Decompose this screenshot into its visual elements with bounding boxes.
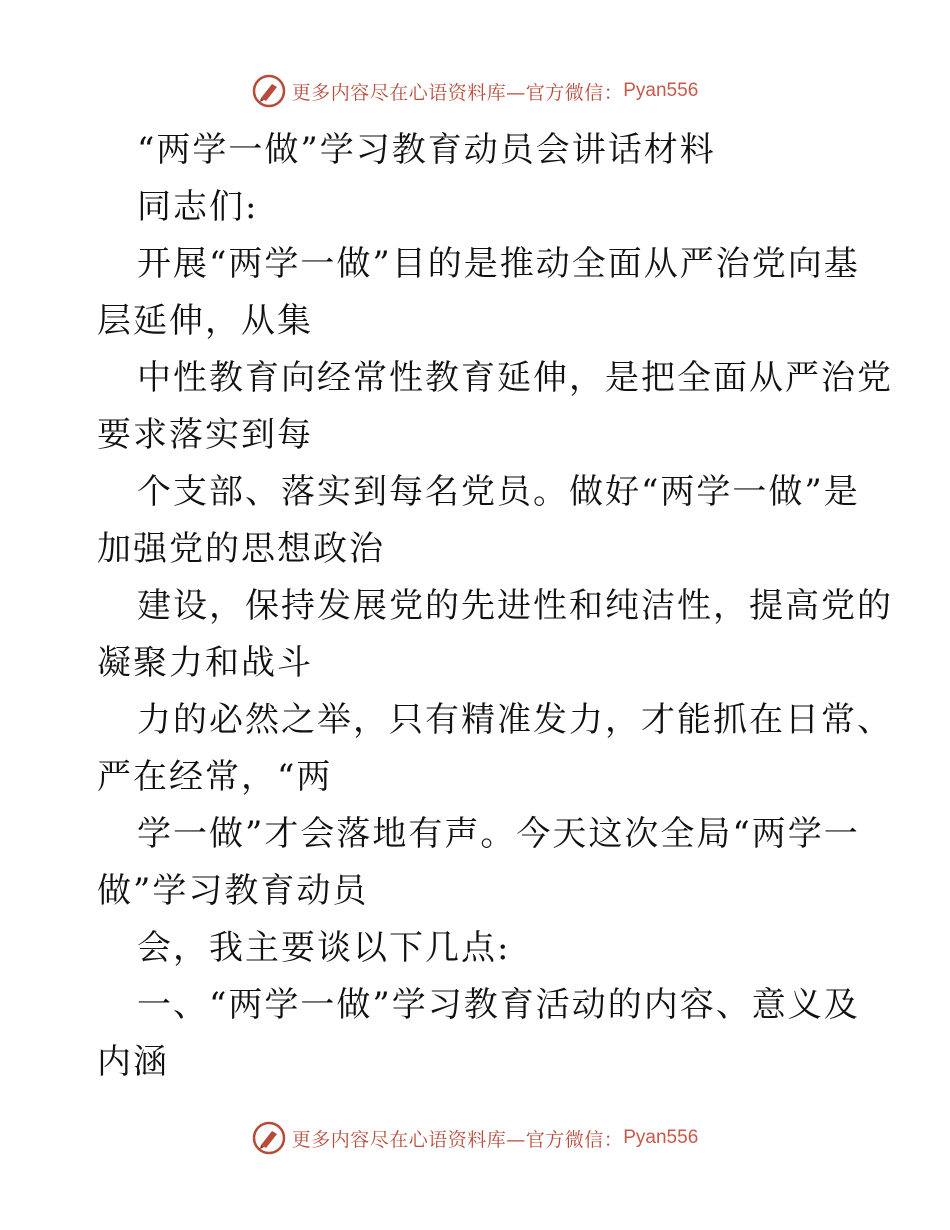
text-line: 做”学习教育动员 [97,871,369,911]
pen-logo-icon [252,1121,286,1155]
document-title: “两学一做”学习教育动员会讲话材料 [137,130,716,170]
text-line: 要求落实到每 [97,415,313,455]
document-body [97,122,893,1091]
text-line: 凝聚力和战斗 [97,643,313,683]
watermark-banner-bottom [0,1118,950,1158]
text-line: 建设，保持发展党的先进性和纯洁性，提高党的 [137,586,893,626]
text-line: 力的必然之举，只有精准发力，才能抓在日常、 [137,700,893,740]
text-line: 学一做”才会落地有声。今天这次全局“两学一 [137,814,860,854]
text-line: 内涵 [97,1042,169,1082]
text-line: 同志们: [137,187,259,227]
text-line: 层延伸，从集 [97,301,313,341]
text-line: 中性教育向经常性教育延伸，是把全面从严治党 [137,358,893,398]
text-line: 开展“两学一做”目的是推动全面从严治党向基 [137,244,860,284]
text-line: 加强党的思想政治 [97,529,385,569]
document-lines [97,179,893,1091]
text-line: 一、“两学一做”学习教育活动的内容、意义及 [137,985,860,1025]
pen-logo-icon [252,74,286,108]
text-line: 会，我主要谈以下几点: [137,928,511,968]
watermark-banner-top [0,71,950,111]
watermark-wechat-id: Pyan556 [623,1127,699,1148]
watermark-wechat-id: Pyan556 [623,80,699,101]
text-line: 严在经常，“两 [97,757,333,797]
watermark-text: 更多内容尽在心语资料库—官方微信： [291,81,624,104]
text-line: 个支部、落实到每名党员。做好“两学一做”是 [137,472,860,512]
watermark-text: 更多内容尽在心语资料库—官方微信： [291,1128,624,1151]
